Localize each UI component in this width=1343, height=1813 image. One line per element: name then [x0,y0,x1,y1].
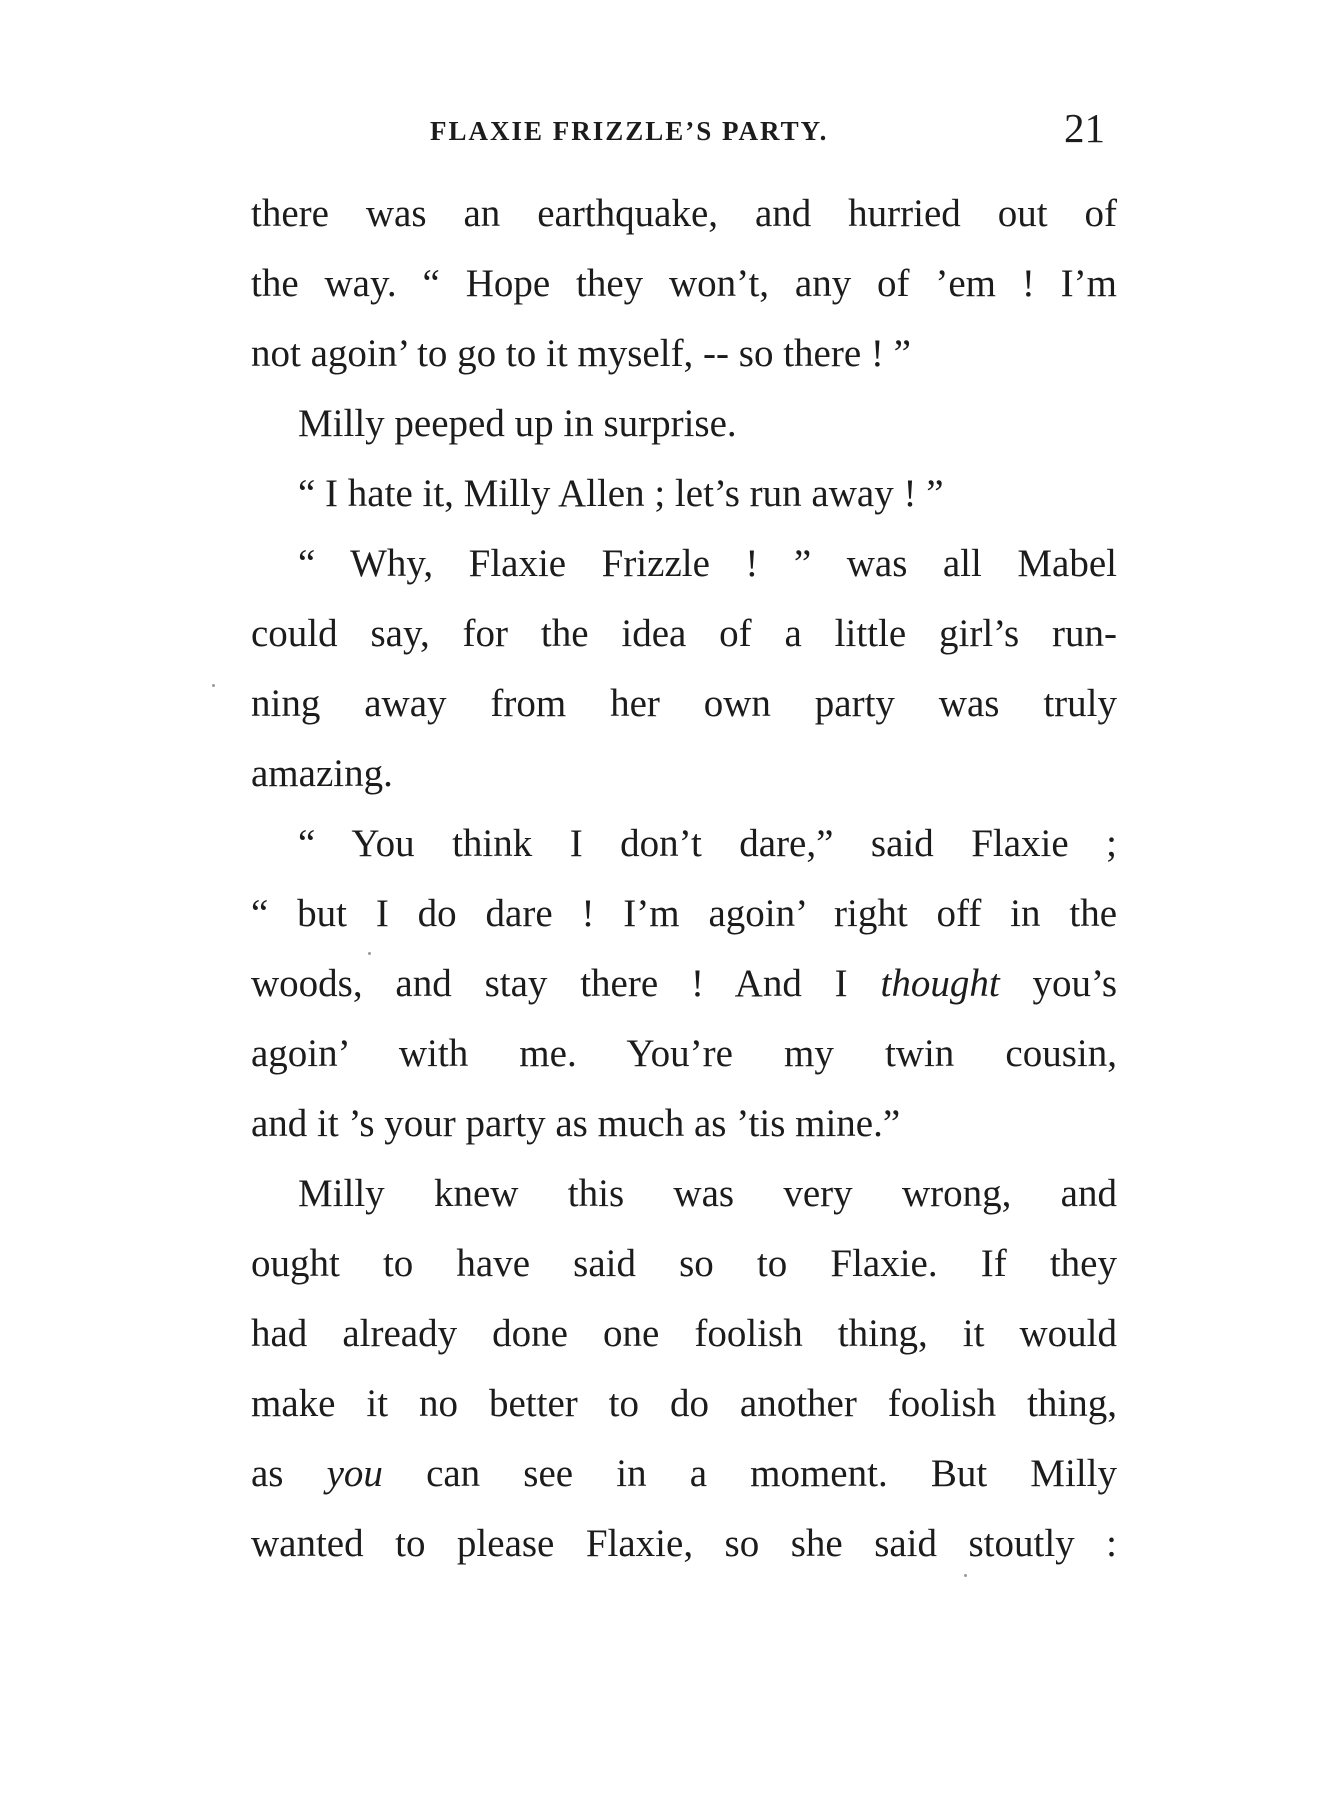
text-line: amazing. [251,752,393,795]
emphasized-word: thought [880,962,1000,1005]
text-segment: as [251,1452,327,1495]
text-segment: can see in a moment. But Milly [382,1452,1117,1495]
text-line: Milly peeped up in surprise. [298,402,737,445]
text-line-mixed [251,1450,1117,1498]
running-title: FLAXIE FRIZZLE’S PARTY. [430,116,829,146]
text-line: not agoin’ to go to it myself, -- so there ! ” [251,332,911,375]
text-line: the way. “ Hope they won’t, any of ’em ! I’m [251,262,1117,305]
text-line: ought to have said so to Flaxie. If they [251,1242,1117,1285]
text-segment: you’s [999,962,1118,1005]
text-line: could say, for the idea of a little girl’s run- [251,612,1117,655]
text-segment: woods, and stay there ! And I [251,962,881,1005]
text-line: Milly knew this was very wrong, and [298,1172,1117,1215]
text-line: “ You think I don’t dare,” said Flaxie ; [298,822,1117,865]
text-line: “ but I do dare ! I’m agoin’ right off in the [251,892,1117,935]
text-line: had already done one foolish thing, it would [251,1312,1117,1355]
paper-speck [964,1574,967,1577]
emphasized-word: you [326,1452,383,1495]
text-line: wanted to please Flaxie, so she said stoutly : [251,1522,1117,1565]
page-number: 21 [1064,105,1105,151]
paper-speck [368,952,371,955]
text-line: there was an earthquake, and hurried out of [251,192,1117,235]
text-line: ning away from her own party was truly [251,682,1117,725]
text-line: “ I hate it, Milly Allen ; let’s run away ! ” [298,472,944,515]
text-line-mixed [251,960,1117,1008]
text-line: make it no better to do another foolish thing, [251,1382,1117,1425]
paper-speck [212,684,215,687]
text-line: agoin’ with me. You’re my twin cousin, [251,1032,1117,1075]
text-line: “ Why, Flaxie Frizzle ! ” was all Mabel [298,542,1117,585]
text-line: and it ’s your party as much as ’tis mine.” [251,1102,901,1145]
